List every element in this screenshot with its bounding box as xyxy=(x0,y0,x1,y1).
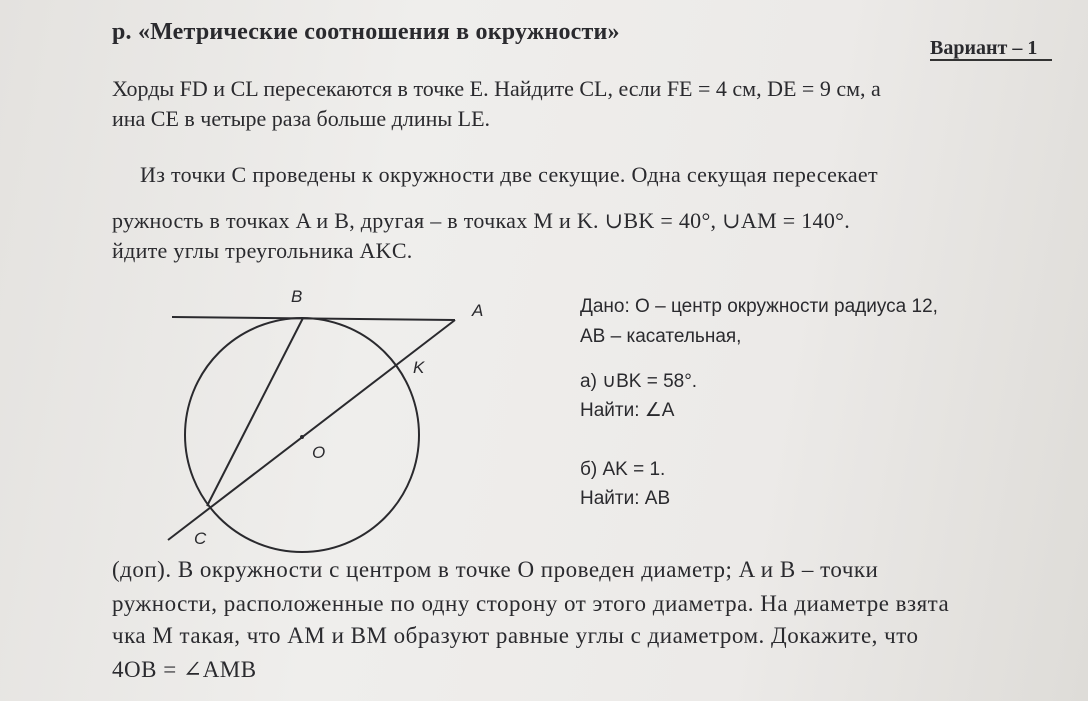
label-o: O xyxy=(312,443,326,462)
task3-part-a-find: Найти: ∠A xyxy=(580,400,675,421)
task2-line1: Из точки C проведены к окружности две секущие. Одна секущая пересекает xyxy=(140,162,878,187)
circle-diagram xyxy=(150,280,484,560)
variant-label: Вариант – 1 xyxy=(930,37,1038,59)
label-b: B xyxy=(291,287,303,306)
task4-line4: 4OB = ∠AMB xyxy=(112,657,257,682)
chord-bc xyxy=(207,318,303,506)
label-c: C xyxy=(194,529,207,548)
task3-part-b: б) AK = 1. xyxy=(580,459,666,480)
task2-line3: йдите углы треугольника AKC. xyxy=(112,238,413,263)
task2-line2: ружность в точках A и B, другая – в точках M и K. ∪BK = 40°, ∪AM = 140°. xyxy=(112,208,851,233)
task1-line1: Хорды FD и CL пересекаются в точке E. Найдите CL, если FE = 4 см, DE = 9 см, а xyxy=(112,76,881,101)
page-title: р. «Метрические соотношения в окружности» xyxy=(112,19,620,45)
task3-given-line1: Дано: O – центр окружности радиуса 12, xyxy=(580,296,938,317)
task3-given-line2: AB – касательная, xyxy=(580,326,742,347)
label-k: K xyxy=(413,358,425,377)
task3-part-b-find: Найти: AB xyxy=(580,488,671,509)
task4-line1: (доп). В окружности с центром в точке O проведен диаметр; A и B – точки xyxy=(112,557,879,582)
task3-part-a: а) ∪BK = 58°. xyxy=(580,371,698,392)
task4-line2: ружности, расположенные по одну сторону от этого диаметра. На диаметре взята xyxy=(112,591,950,616)
secant-line xyxy=(168,320,455,540)
label-a: A xyxy=(472,301,484,320)
task1-line2: ина CE в четыре раза больше длины LE. xyxy=(112,106,491,131)
center-point xyxy=(300,435,304,439)
variant-underline xyxy=(930,59,1052,61)
task4-line3: чка M такая, что AM и BM образуют равные углы с диаметром. Докажите, что xyxy=(112,623,919,648)
